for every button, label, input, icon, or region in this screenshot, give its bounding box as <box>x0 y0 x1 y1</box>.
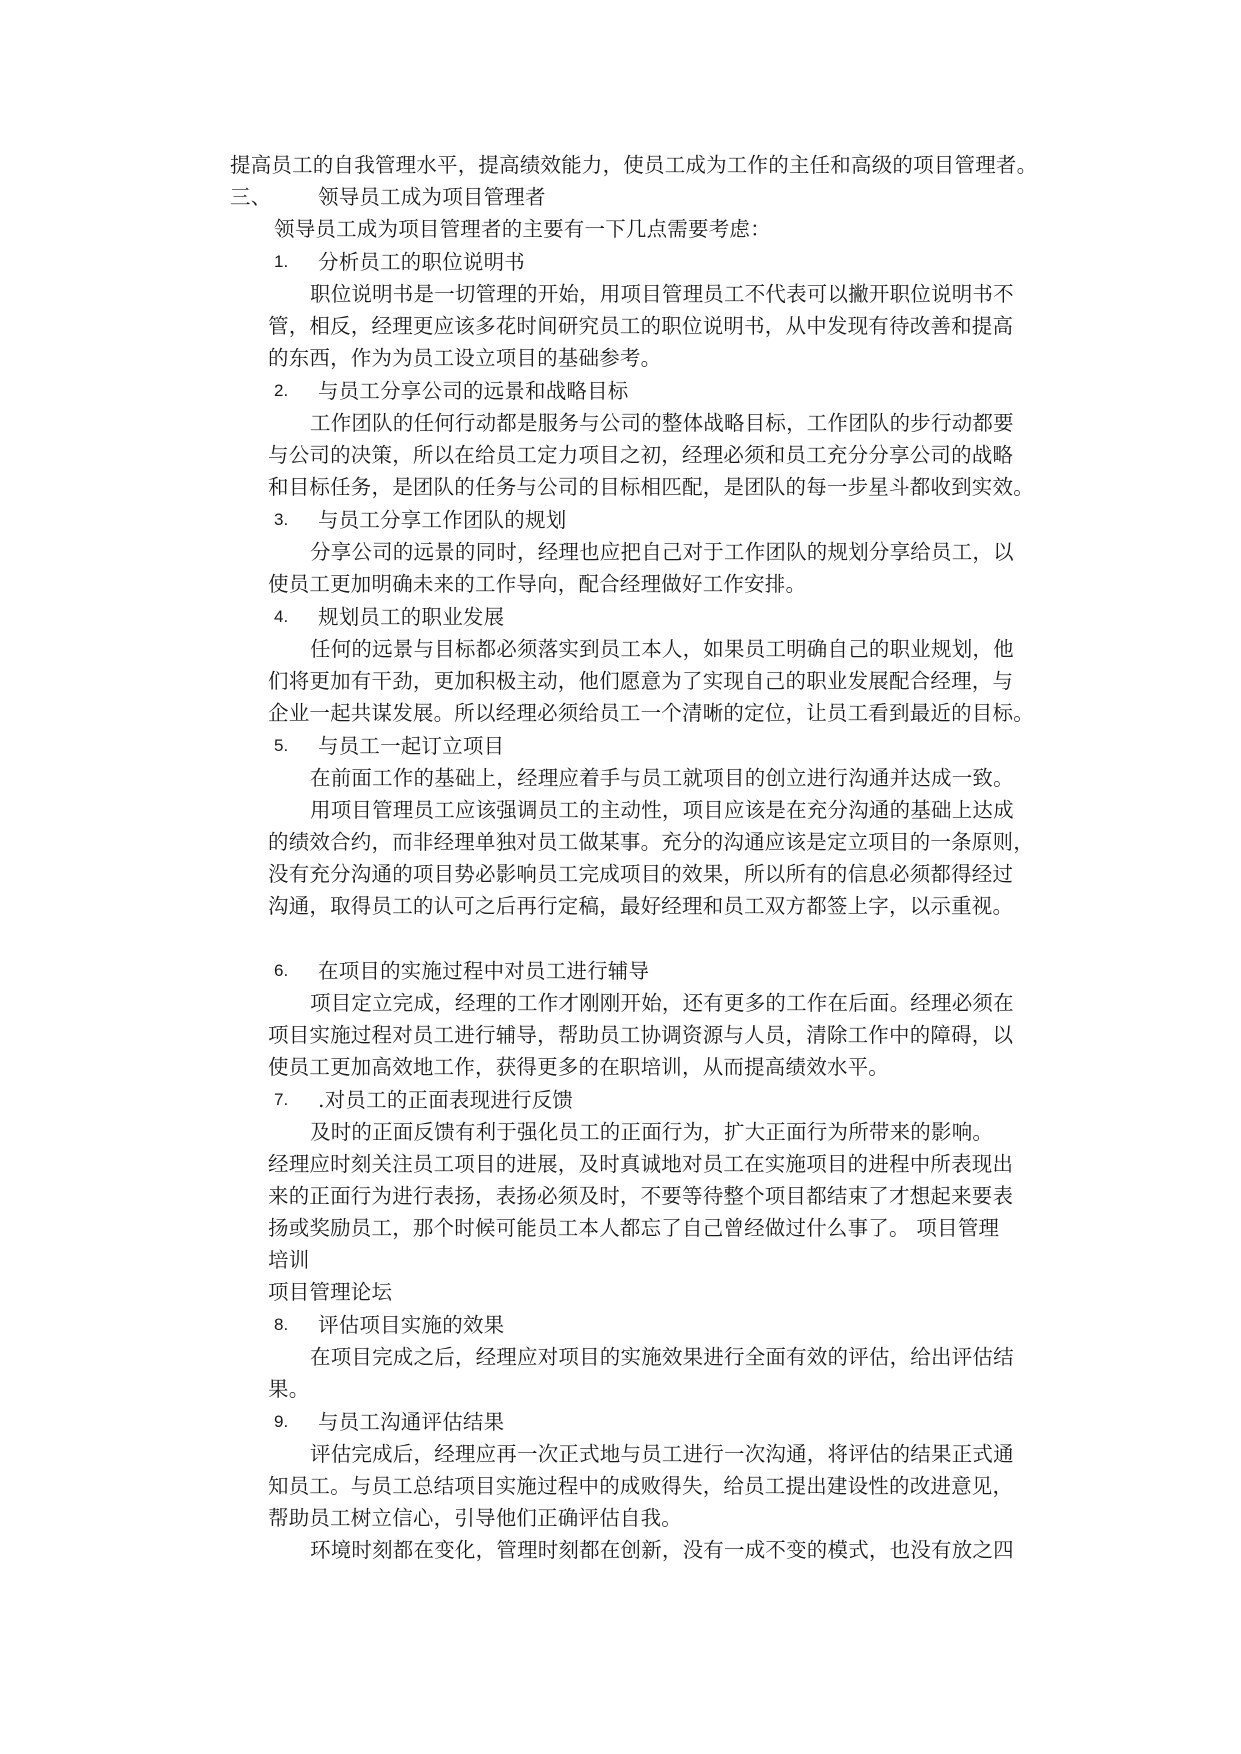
paragraph-line: 的东西，作为为员工设立项目的基础参考。 <box>268 346 662 370</box>
paragraph-line: 环境时刻都在变化，管理时刻都在创新，没有一成不变的模式，也没有放之四 <box>310 1538 1014 1562</box>
paragraph-line: 分享公司的远景的同时，经理也应把自己对于工作团队的规划分享给员工，以 <box>310 540 1014 564</box>
list-number: 7. <box>274 1090 289 1109</box>
paragraph-line: 经理应时刻关注员工项目的进展，及时真诚地对员工在实施项目的进程中所表现出 <box>268 1152 1014 1176</box>
paragraph-line: 们将更加有干劲，更加积极主动，他们愿意为了实现自己的职业发展配合经理，与 <box>268 669 1014 693</box>
list-heading: 与员工沟通评估结果 <box>318 1410 505 1434</box>
paragraph-line: 果。 <box>268 1377 310 1401</box>
list-number: 9. <box>274 1412 289 1431</box>
paragraph-line: 任何的远景与目标都必须落实到员工本人，如果员工明确自己的职业规划，他 <box>310 637 1014 661</box>
paragraph-line: 的绩效合约，而非经理单独对员工做某事。充分的沟通应该是定立项目的一条原则， <box>268 830 1034 854</box>
paragraph-line: 扬或奖励员工，那个时候可能员工本人都忘了自己曾经做过什么事了。 项目管理 <box>268 1216 1000 1240</box>
paragraph-line: 使员工更加高效地工作，获得更多的在职培训，从而提高绩效水平。 <box>268 1055 889 1079</box>
paragraph-line: 与公司的决策，所以在给员工定力项目之初，经理必须和员工充分分享公司的战略 <box>268 443 1014 467</box>
list-heading: 规划员工的职业发展 <box>318 605 505 629</box>
list-number: 6. <box>274 961 289 980</box>
list-heading: 与员工一起订立项目 <box>318 734 505 758</box>
paragraph-line: 在前面工作的基础上，经理应着手与员工就项目的创立进行沟通并达成一致。 <box>310 766 1014 790</box>
paragraph-line: 职位说明书是一切管理的开始，用项目管理员工不代表可以撇开职位说明书不 <box>310 282 1014 306</box>
paragraph-line: 工作团队的任何行动都是服务与公司的整体战略目标，工作团队的步行动都要 <box>310 411 1014 435</box>
list-number: 8. <box>274 1315 289 1334</box>
list-number: 1. <box>274 252 289 271</box>
list-heading: .对员工的正面表现进行反馈 <box>318 1088 574 1112</box>
list-heading: 与员工分享公司的远景和战略目标 <box>318 379 629 403</box>
list-number: 2. <box>274 381 289 400</box>
paragraph-line: 评估完成后，经理应再一次正式地与员工进行一次沟通，将评估的结果正式通 <box>310 1442 1014 1466</box>
paragraph-line: 领导员工成为项目管理者的主要有一下几点需要考虑： <box>274 217 771 241</box>
list-number: 5. <box>274 736 289 755</box>
list-heading: 与员工分享工作团队的规划 <box>318 508 567 532</box>
paragraph-line: 提高员工的自我管理水平，提高绩效能力，使员工成为工作的主任和高级的项目管理者。 <box>230 153 1038 177</box>
list-heading: 分析员工的职位说明书 <box>318 250 525 274</box>
list-heading: 评估项目实施的效果 <box>318 1313 505 1337</box>
paragraph-line: 沟通，取得员工的认可之后再行定稿，最好经理和员工双方都签上字，以示重视。 <box>268 894 1014 918</box>
paragraph-line: 用项目管理员工应该强调员工的主动性，项目应该是在充分沟通的基础上达成 <box>310 798 1014 822</box>
paragraph-line: 知员工。与员工总结项目实施过程中的成败得失，给员工提出建设性的改进意见， <box>268 1474 1014 1498</box>
paragraph-line: 企业一起共谋发展。所以经理必须给员工一个清晰的定位，让员工看到最近的目标。 <box>268 701 1034 725</box>
paragraph-line: 项目实施过程对员工进行辅导，帮助员工协调资源与人员，清除工作中的障碍，以 <box>268 1023 1014 1047</box>
section-heading: 领导员工成为项目管理者 <box>318 185 546 209</box>
list-heading: 在项目的实施过程中对员工进行辅导 <box>318 959 650 983</box>
paragraph-line: 项目管理论坛 <box>268 1280 393 1304</box>
section-number: 三、 <box>230 185 272 209</box>
paragraph-line: 培训 <box>268 1248 310 1272</box>
paragraph-line: 管，相反，经理更应该多花时间研究员工的职位说明书，从中发现有待改善和提高 <box>268 314 1014 338</box>
list-number: 4. <box>274 607 289 626</box>
paragraph-line: 项目定立完成，经理的工作才刚刚开始，还有更多的工作在后面。经理必须在 <box>310 991 1014 1015</box>
paragraph-line: 没有充分沟通的项目势必影响员工完成项目的效果，所以所有的信息必须都得经过 <box>268 862 1014 886</box>
paragraph-line: 帮助员工树立信心，引导他们正确评估自我。 <box>268 1506 682 1530</box>
paragraph-line: 来的正面行为进行表扬，表扬必须及时，不要等待整个项目都结束了才想起来要表 <box>268 1184 1014 1208</box>
paragraph-line: 及时的正面反馈有利于强化员工的正面行为，扩大正面行为所带来的影响。 <box>310 1120 994 1144</box>
paragraph-line: 在项目完成之后，经理应对项目的实施效果进行全面有效的评估，给出评估结 <box>310 1345 1014 1369</box>
paragraph-line: 使员工更加明确未来的工作导向，配合经理做好工作安排。 <box>268 572 807 596</box>
list-number: 3. <box>274 510 289 529</box>
paragraph-line: 和目标任务，是团队的任务与公司的目标相匹配，是团队的每一步星斗都收到实效。 <box>268 475 1034 499</box>
